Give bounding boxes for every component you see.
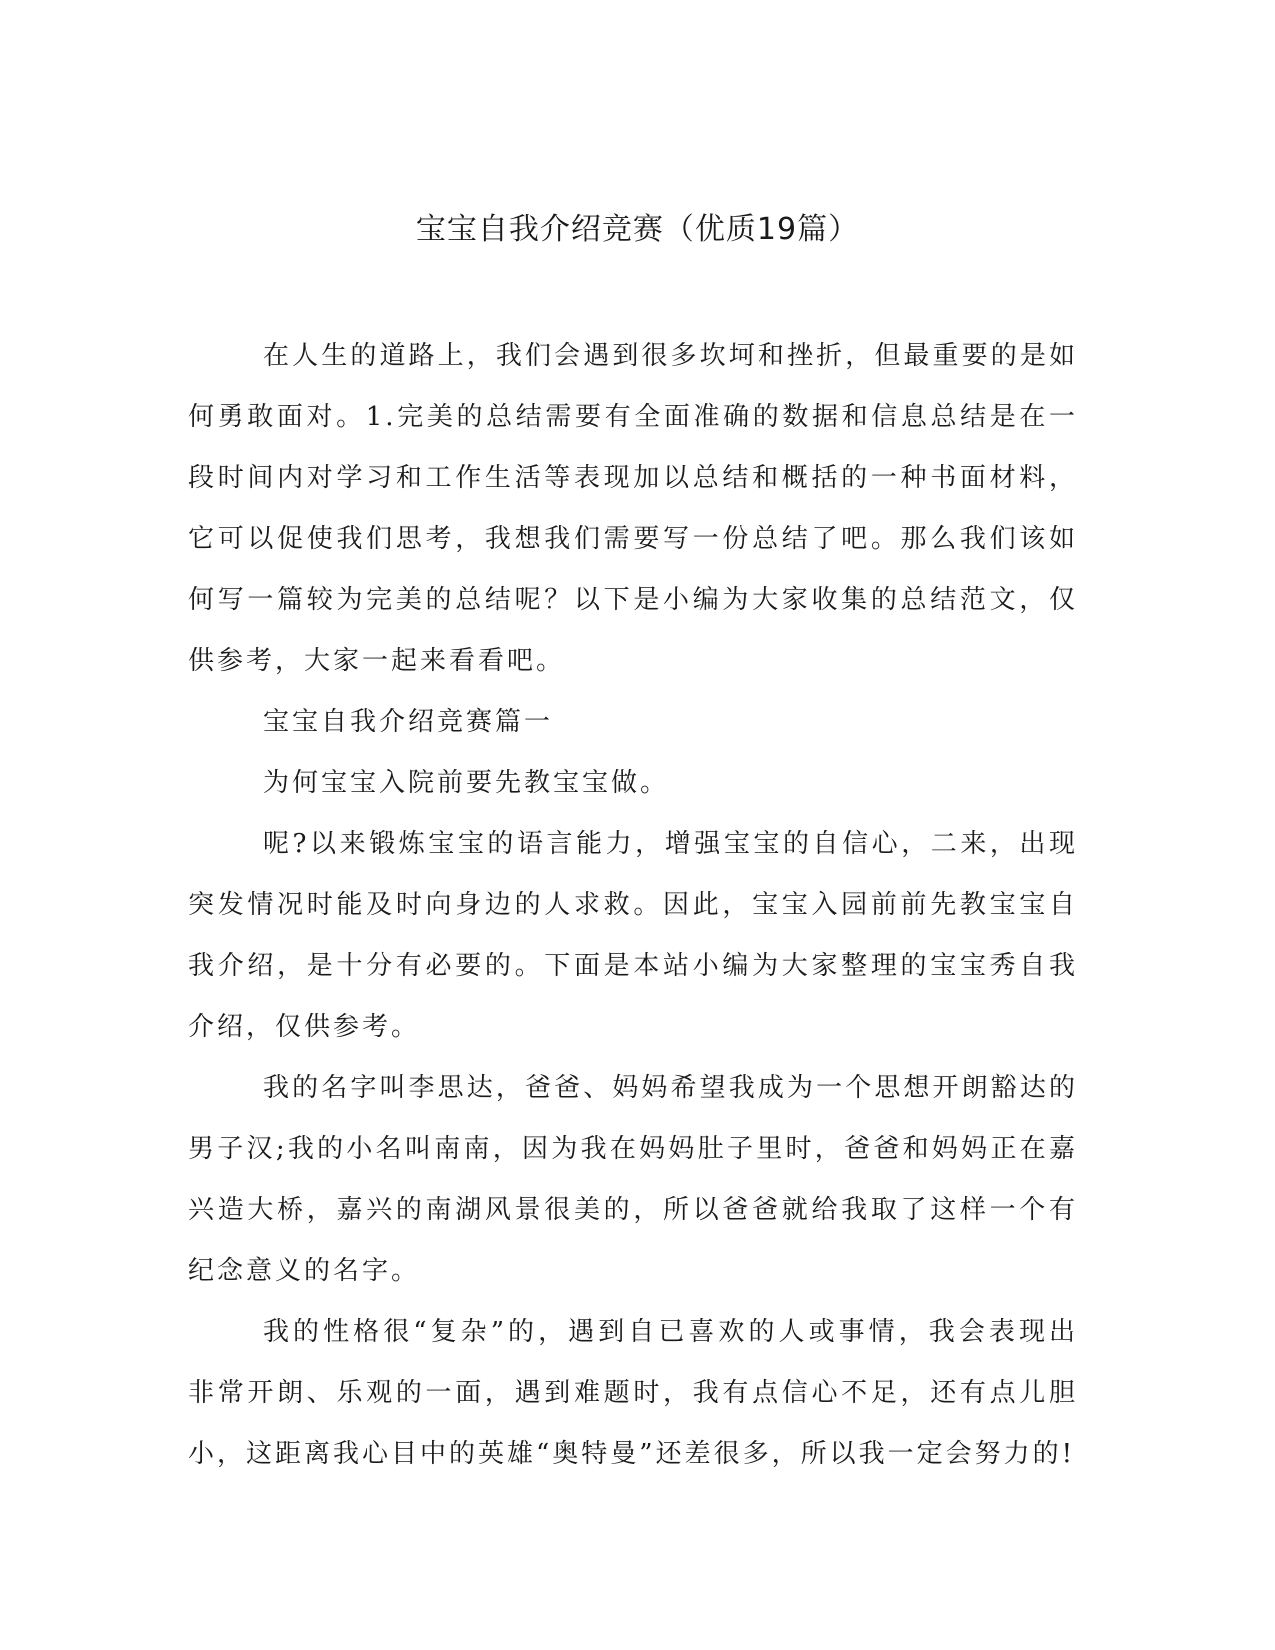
intro-paragraph: 在人生的道路上，我们会遇到很多坎坷和挫折，但最重要的是如何勇敢面对。1.完美的总结需要有全面准确的数据和信息总结是在一段时间内对学习和工作生活等表现加以总结和概括的一种书面材料，它可以促使我们思考，我想我们需要写一份总结了吧。那么我们该如何写一篇较为完美的总结呢？以下是小编为大家收集的总结范文，仅供参考，大家一起来看看吧。 (188, 341, 1078, 676)
body-paragraph: 呢?以来锻炼宝宝的语言能力，增强宝宝的自信心，二来，出现突发情况时能及时向身边的人求救。因此，宝宝入园前前先教宝宝自我介绍，是十分有必要的。下面是本站小编为大家整理的宝宝秀自我介绍，仅供参考。 (188, 829, 1078, 1042)
document-title: 宝宝自我介绍竞赛（优质19篇） (415, 212, 860, 247)
body-paragraph: 我的性格很“复杂”的，遇到自已喜欢的人或事情，我会表现出非常开朗、乐观的一面，遇到难题时，我有点信心不足，还有点儿胆小，这距离我心目中的英雄“奥特曼”还差很多，所以我一定会努力的! (188, 1317, 1078, 1469)
body-paragraph: 我的名字叫李思达，爸爸、妈妈希望我成为一个思想开朗豁达的男子汉;我的小名叫南南，因为我在妈妈肚子里时，爸爸和妈妈正在嘉兴造大桥，嘉兴的南湖风景很美的，所以爸爸就给我取了这样一个有纪念意义的名字。 (188, 1073, 1078, 1286)
body-paragraph: 为何宝宝入院前要先教宝宝做。 (263, 768, 670, 798)
section-heading: 宝宝自我介绍竞赛篇一 (263, 707, 554, 737)
document-body (188, 326, 1078, 1485)
